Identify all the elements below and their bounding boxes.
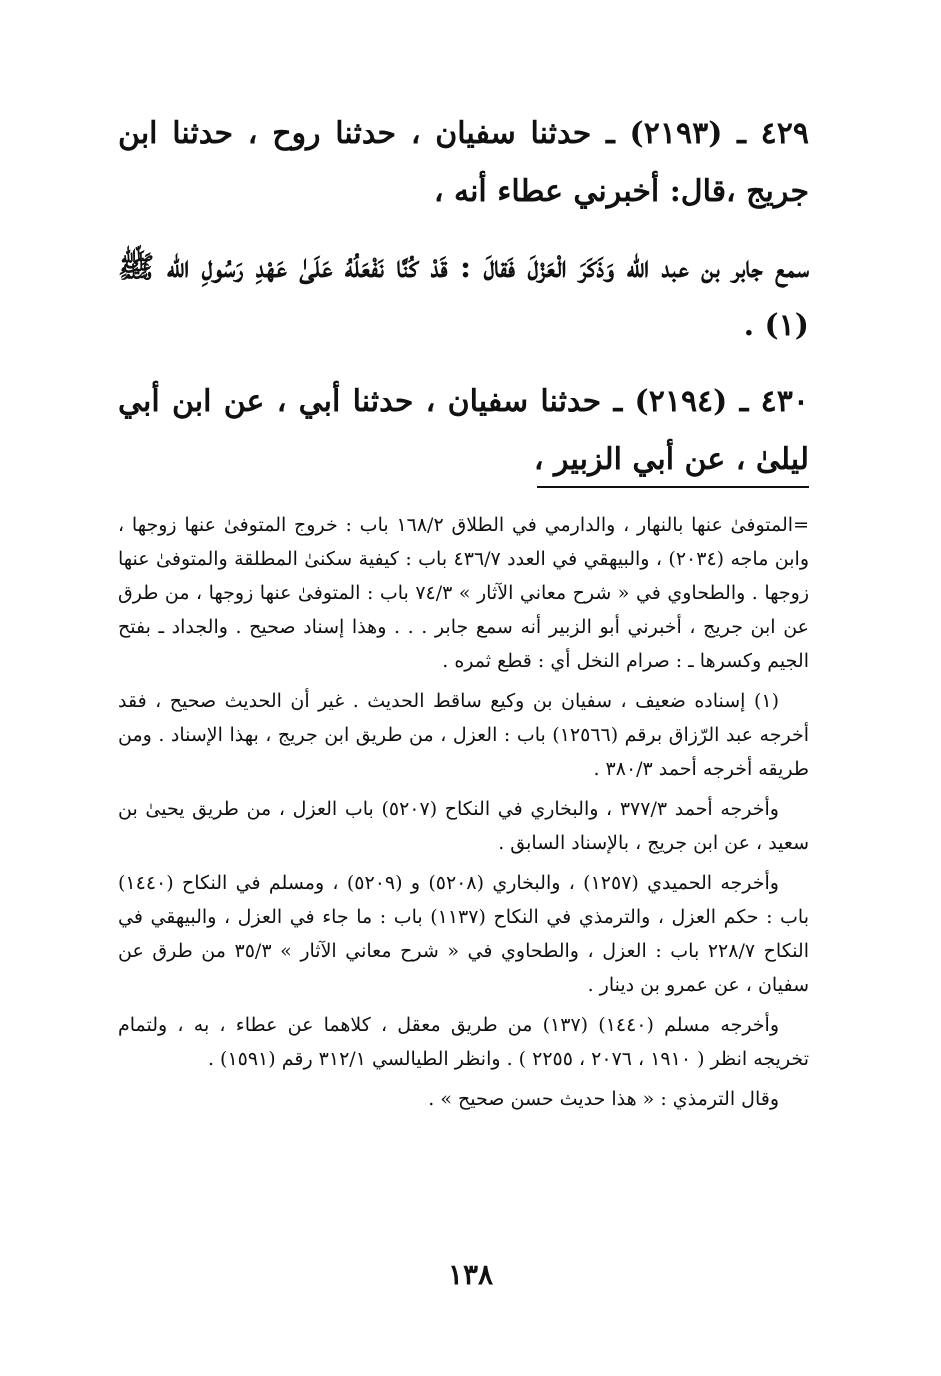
footnote-4: وأخرجه مسلم (١٤٤٠) (١٣٧) من طريق معقل ، كلاهما عن عطاء ، به ، ولتمام تخريجه انظر ( ١٩١٠ ، ٢٠٧٦ ، ٢٢٥٥ ) . وانظر الطيالسي ٣١٢/١ رقم (١٥٩١) . [118, 1014, 809, 1070]
hadith-430-header: ٤٣٠ ـ (٢١٩٤) ـ حدثنا سفيان ، حدثنا أبي ، عن ابن أبي ليلىٰ ، عن أبي الزبير ، [118, 384, 810, 477]
page-number: ١٣٨ [447, 1258, 494, 1291]
footnote-3: وأخرجه الحميدي (١٢٥٧) ، والبخاري (٥٢٠٨) و (٥٢٠٩) ، ومسلم في النكاح (١٤٤٠) باب : حكم العزل ، والترمذي في النكاح (١١٣٧) باب : ما جاء في العزل ، والبيهقي في النكاح ٢٢٨/٧ باب : العزل ، والطحاوي في « شرح معاني الآثار » ٣٥/٣ من طرق عن سفيان ، عن عمرو بن دينار . [118, 872, 809, 996]
footnote-5: وقال الترمذي : « هذا حديث حسن صحيح » . [428, 1088, 779, 1110]
footnote-continuation: =المتوفىٰ عنها بالنهار ، والدارمي في الطلاق ١٦٨/٢ باب : خروج المتوفىٰ عنها زوجها ، وابن ماجه (٢٠٣٤) ، والبيهقي في العدد ٤٣٦/٧ باب : كيفية سكنىٰ المطلقة والمتوفىٰ عنها زوجها . والطحاوي في « شرح معاني الآثار » ٧٤/٣ باب : المتوفىٰ عنها زوجها ، من طرق عن ابن جريج ، أخبرني أبو الزبير أنه سمع جابر . . . وهذا إسناد صحيح . والجداد ـ بفتح الجيم وكسرها ـ : صرام النخل أي : قطع ثمره . [118, 514, 809, 672]
main-text [118, 105, 809, 507]
hadith-429-header: ٤٢٩ ـ (٢١٩٣) ـ حدثنا سفيان ، حدثنا روح ، حدثنا ابن جريج ،قال: أخبرني عطاء أنه ، [118, 116, 809, 209]
footnote-2: وأخرجه أحمد ٣٧٧/٣ ، والبخاري في النكاح (٥٢٠٧) باب العزل ، من طريق يحيىٰ بن سعيد ، عن ابن جريج ، بالإسناد السابق . [118, 798, 809, 854]
footnote-divider [537, 486, 809, 488]
footnotes [118, 508, 809, 1122]
hadith-429-text: سمع جابر بن عبد الله وَذَكَرَ الْعَزْلَ فَقالَ : قَدْ كُنَّا نَفْعَلُهُ عَلَىٰ عَهْدِ رَسُولِ الله ﷺ (١) . [118, 250, 809, 343]
footnote-1: (١) إسناده ضعيف ، سفيان بن وكيع ساقط الحديث . غير أن الحديث صحيح ، فقد أخرجه عبد الرّزاق برقم (١٢٥٦٦) باب : العزل ، من طريق ابن جريج ، بهذا الإسناد . ومن طريقه أخرجه أحمد ٣٨٠/٣ . [118, 690, 809, 780]
